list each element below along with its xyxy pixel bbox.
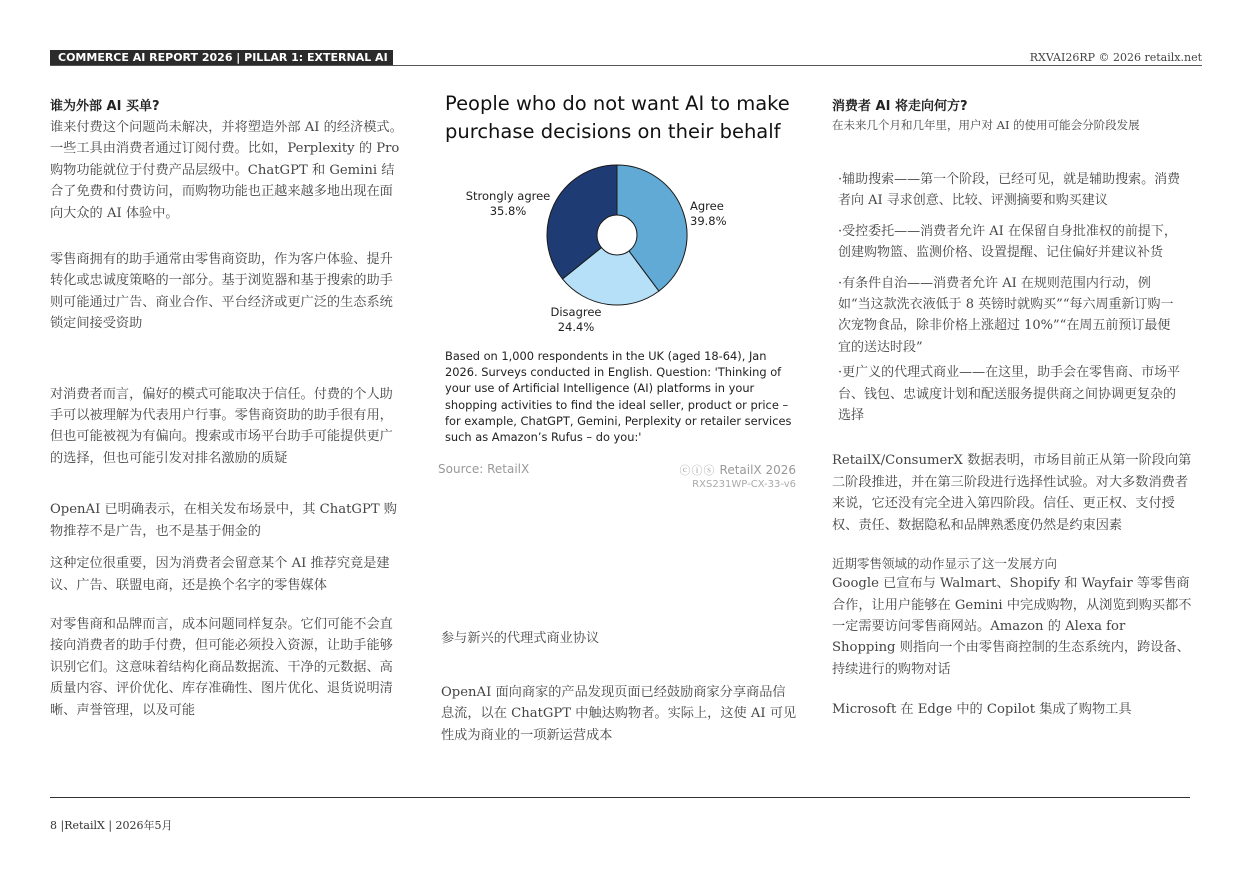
- chart-copyright-text: RetailX 2026: [719, 463, 796, 477]
- chart-copyright: [680, 462, 796, 478]
- right-column: [832, 97, 1192, 721]
- footer-rule: [50, 797, 1190, 798]
- slice-value-label: 35.8%: [489, 204, 527, 218]
- header-rule: [50, 65, 1202, 66]
- slice-value-label: 24.4%: [557, 320, 595, 334]
- slice-label: Agree: [690, 199, 724, 213]
- right-paragraph-3: Microsoft 在 Edge 中的 Copilot 集成了购物工具: [832, 702, 1132, 718]
- page-footer: 8 |RetailX | 2026年5月: [50, 819, 173, 832]
- slice-value-label: 39.8%: [690, 214, 727, 228]
- report-header-label: COMMERCE AI REPORT 2026 | PILLAR 1: EXTERNAL AI: [50, 50, 393, 65]
- chart-source: Source: RetailX: [438, 462, 530, 476]
- right-paragraph-2-lead: 近期零售领域的动作显示了这一发展方向: [832, 556, 1058, 572]
- left-column: [50, 97, 406, 721]
- creative-commons-icon: ⓒⓘⓢ: [679, 464, 716, 477]
- left-paragraph-3: 对消费者而言，偏好的模式可能取决于信任。付费的个人助手可以被理解为代表用户行事。零售商资助的助手很有用，但也可能被视为有偏向。搜索或市场平台助手可能提供更广的选择，但也可能引发对排名激励的质疑: [50, 386, 393, 466]
- slice-label: Disagree: [550, 305, 602, 319]
- left-paragraph-4: OpenAI 已明确表示，在相关发布场景中，其 ChatGPT 购物推荐不是广告，也不是基于佣金的: [50, 502, 397, 539]
- stage-item-2: ·受控委托——消费者允许 AI 在保留自身批准权的前提下，创建购物篮、监测价格、设置提醒、记住偏好并建议补货: [838, 223, 1177, 261]
- middle-paragraph-1: 参与新兴的代理式商业协议: [441, 631, 600, 646]
- left-paragraph-1: 谁来付费这个问题尚未解决，并将塑造外部 AI 的经济模式。一些工具由消费者通过订阅付费。比如，Perplexity 的 Pro 购物功能就位于付费产品层级中。ChatGPT 和 Gemini 结合了免费和付费访问，而购物功能也正越来越多地出现在面向大众的 AI 体验中。: [50, 120, 403, 221]
- chart-note: Based on 1,000 respondents in the UK (aged 18-64), Jan 2026. Surveys conducted in English. Question: 'Thinking of your use of Artificial Intelligence (AI) platforms in your shopping activities to find the ideal seller, product or price – for example, ChatGPT, Gemini, Perplexity or retailer services such as Amazon’s Rufus – do you:': [445, 349, 792, 445]
- donut-hole: [597, 215, 637, 255]
- left-heading: 谁为外部 AI 买单?: [50, 99, 160, 114]
- right-heading: 消费者 AI 将走向何方?: [832, 99, 968, 114]
- middle-paragraph-2: OpenAI 面向商家的产品发现页面已经鼓励商家分享商品信息流，以在 ChatGPT 中触达购物者。实际上，这使 AI 可见性成为商业的一项新运营成本: [441, 685, 797, 743]
- stage-item-1: ·辅助搜索——第一个阶段，已经可见，就是辅助搜索。消费者向 AI 寻求创意、比较、评测摘要和购买建议: [838, 172, 1181, 209]
- right-paragraph-2: Google 已宣布与 Walmart、Shopify 和 Wayfair 等零售商合作，让用户能够在 Gemini 中完成购物，从浏览到购买都不一定需要访问零售商网站。Amazon 的 Alexa for Shopping 则指向一个由零售商控制的生态系统内，跨设备、持续进行的购物对话: [832, 576, 1192, 677]
- report-code: RXVAI26RP © 2026 retailx.net: [1029, 51, 1202, 64]
- stage-item-3: ·有条件自治——消费者允许 AI 在规则范围内行动，例如“当这款洗衣液低于 8 英镑时就购买”“每六周重新订购一次宠物食品，除非价格上涨超过 10%”“在周五前预订最便宜的送达时段”: [838, 275, 1174, 355]
- slice-label: Strongly agree: [465, 189, 551, 203]
- pie-chart: [440, 150, 800, 345]
- left-paragraph-6: 对零售商和品牌而言，成本问题同样复杂。它们可能不会直接向消费者的助手付费，但可能必须投入资源，让助手能够识别它们。这意味着结构化商品数据流、干净的元数据、高质量内容、评价优化、库存准确性、图片优化、退货说明清晰、声誉管理，以及可能: [50, 616, 393, 718]
- left-paragraph-5: 这种定位很重要，因为消费者会留意某个 AI 推荐究竟是建议、广告、联盟电商，还是换个名字的零售媒体: [50, 556, 390, 593]
- right-subheading: 在未来几个月和几年里，用户对 AI 的使用可能会分阶段发展: [832, 118, 1140, 132]
- left-paragraph-2: 零售商拥有的助手通常由零售商资助，作为客户体验、提升转化或忠诚度策略的一部分。基于浏览器和基于搜索的助手则可能通过广告、商业合作、平台经济或更广泛的生态系统锁定间接受资助: [50, 252, 393, 332]
- stage-item-4: ·更广义的代理式商业——在这里，助手会在零售商、市场平台、钱包、忠诚度计划和配送服务提供商之间协调更复杂的选择: [838, 365, 1181, 424]
- chart-code: RXS231WP-CX-33-v6: [692, 479, 796, 490]
- right-paragraph-1: RetailX/ConsumerX 数据表明，市场目前正从第一阶段向第二阶段推进，并在第三阶段进行选择性试验。对大多数消费者来说，它还没有完全进入第四阶段。信任、更正权、支付授权、责任、数据隐私和品牌熟悉度仍然是约束因素: [832, 453, 1192, 533]
- chart-title: People who do not want AI to make purchase decisions on their behalf: [445, 92, 790, 143]
